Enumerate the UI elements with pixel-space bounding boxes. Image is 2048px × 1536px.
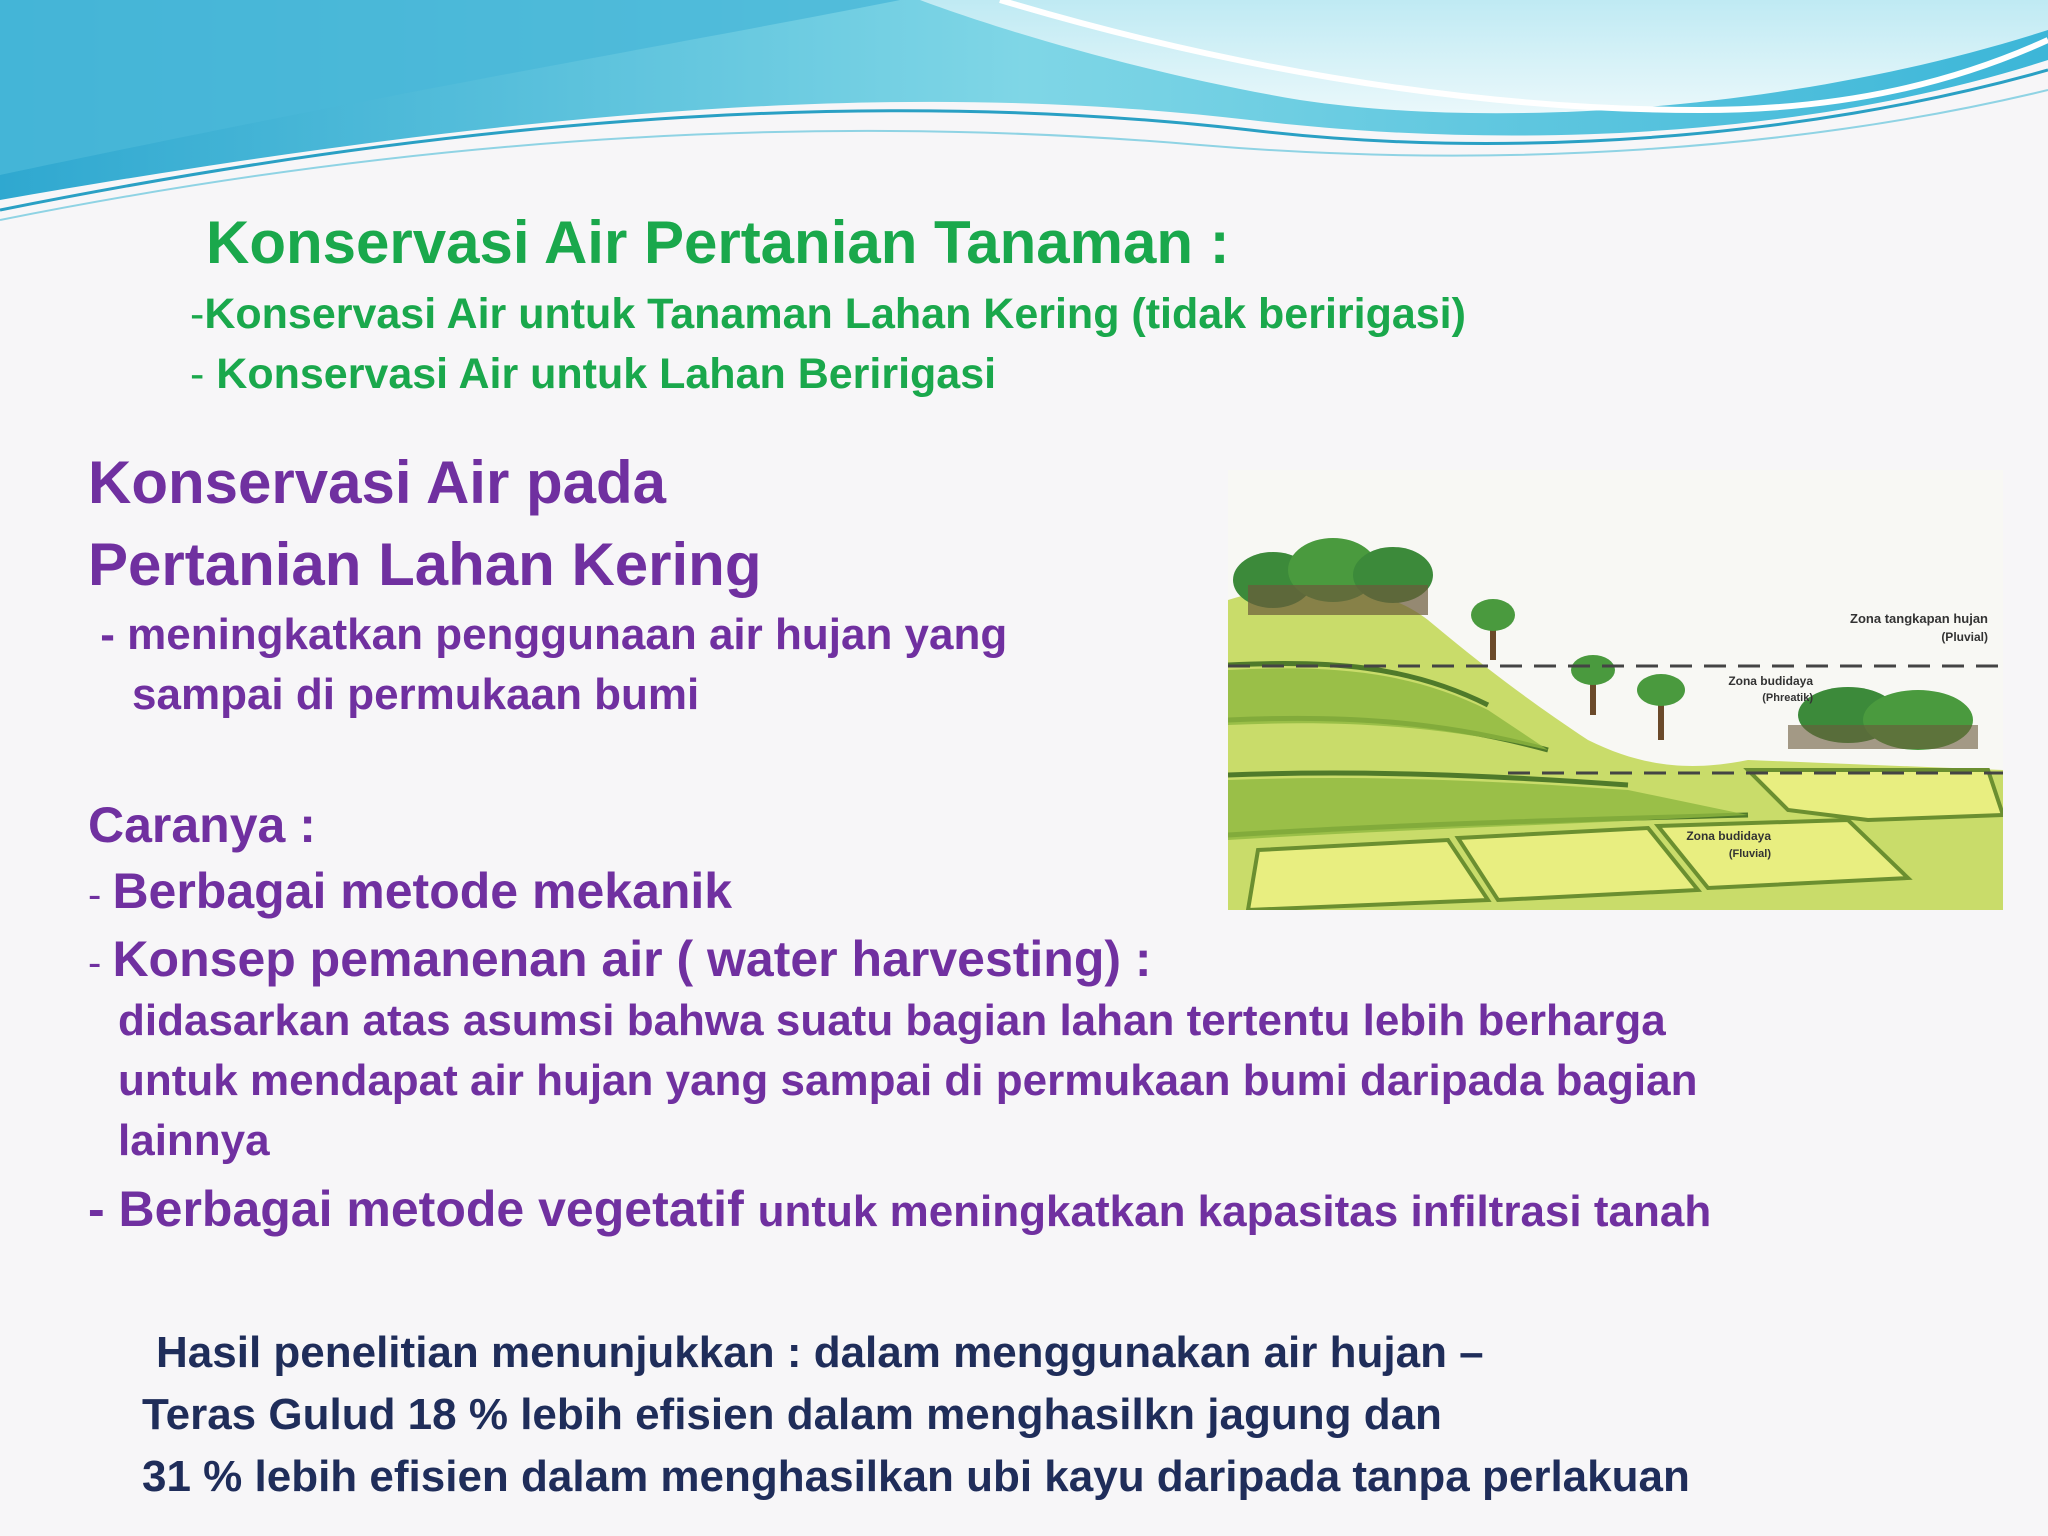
method-vegetative-rest: untuk meningkatkan kapasitas infiltrasi tanah (757, 1187, 1712, 1236)
header-wave-decoration (0, 0, 2048, 240)
method-vegetative (88, 1180, 1711, 1238)
water-harvesting-desc-line3: lainnya (118, 1116, 270, 1165)
method-water-harvesting (88, 930, 1152, 988)
subitem-irrigated-land (190, 350, 996, 399)
slide-title: Konservasi Air Pertanian Tanaman : (206, 209, 1230, 276)
subitem-dash: - (190, 350, 217, 398)
section-heading-line2: Pertanian Lahan Kering (88, 531, 762, 598)
subitem-dash: - (190, 290, 205, 338)
section-point-line1: - meningkatkan penggunaan air hujan yang (88, 610, 1008, 659)
zone-label-fluvial-sub: (Fluvial) (1728, 848, 1771, 860)
subitem-dry-land (190, 290, 1466, 339)
method-text: Konsep pemanenan air ( water harvesting) : (112, 931, 1152, 987)
zone-label-fluvial: Zona budidaya (1686, 829, 1771, 843)
section-heading-line1: Konservasi Air pada (88, 449, 666, 516)
result-line3: 31 % lebih efisien dalam menghasilkan ubi kayu daripada tanpa perlakuan (142, 1452, 1690, 1501)
water-harvesting-desc-line2: untuk mendapat air hujan yang sampai di permukaan bumi daripada bagian (118, 1056, 1698, 1105)
zone-label-phreatik: Zona budidaya (1728, 674, 1813, 688)
terrace-zone-illustration (1228, 470, 2003, 910)
method-dash: - (88, 941, 113, 985)
methods-heading: Caranya : (88, 797, 316, 853)
method-vegetative-main: - Berbagai metode vegetatif (88, 1181, 758, 1237)
subitem-text: Konservasi Air untuk Lahan Beririgasi (216, 350, 997, 398)
result-line2: Teras Gulud 18 % lebih efisien dalam menghasilkn jagung dan (142, 1390, 1442, 1439)
method-text: Berbagai metode mekanik (112, 863, 733, 919)
zone-label-phreatik-sub: (Phreatik) (1762, 692, 1813, 704)
section-point-line2: sampai di permukaan bumi (132, 670, 700, 719)
zone-label-pluvial: Zona tangkapan hujan (1850, 611, 1988, 626)
subitem-text: Konservasi Air untuk Tanaman Lahan Kering (tidak beririgasi) (204, 290, 1466, 338)
result-line1: Hasil penelitian menunjukkan : dalam menggunakan air hujan – (156, 1328, 1484, 1377)
method-dash: - (88, 873, 113, 917)
zone-label-pluvial-sub: (Pluvial) (1941, 630, 1988, 644)
water-harvesting-desc-line1: didasarkan atas asumsi bahwa suatu bagian lahan tertentu lebih berharga (118, 996, 1666, 1045)
method-mechanical (88, 862, 732, 920)
